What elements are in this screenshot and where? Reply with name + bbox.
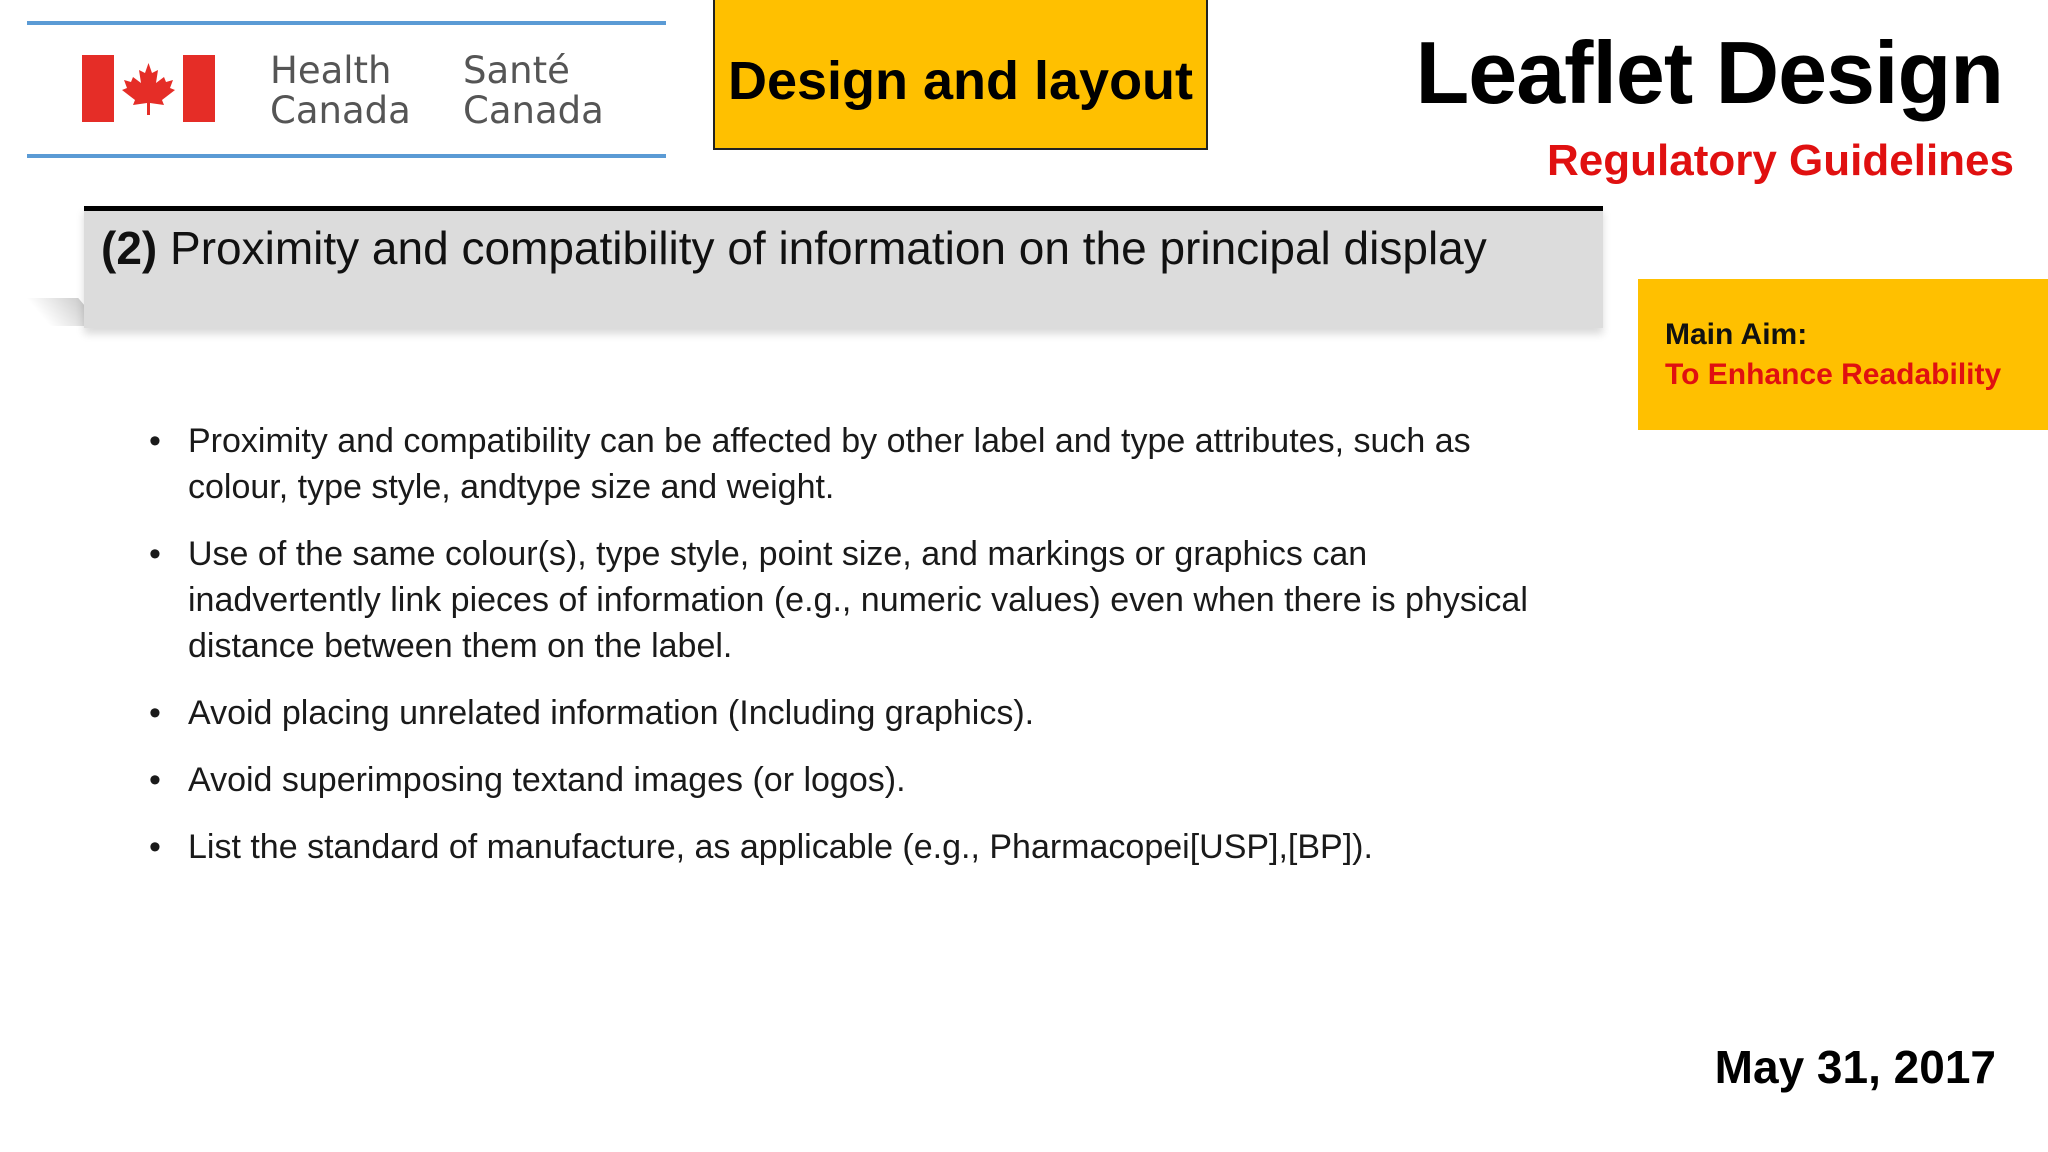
bullet-item	[145, 418, 1565, 510]
logo-text-french	[463, 51, 604, 131]
health-canada-logo	[27, 21, 666, 158]
section-heading	[101, 221, 1487, 275]
logo-health-line: Health	[270, 49, 392, 92]
main-aim-box	[1638, 279, 2048, 430]
section-heading-band	[84, 206, 1603, 328]
logo-sante-line: Santé	[463, 49, 570, 92]
section-heading-text: Proximity and compatibility of information on the principal display	[170, 222, 1487, 274]
logo-text-english	[270, 51, 411, 131]
bullet-text: Avoid superimposing textand images (or logos).	[188, 761, 906, 799]
bullet-dot-icon: •	[149, 828, 161, 866]
section-number: (2)	[101, 222, 158, 274]
bullet-dot-icon: •	[149, 761, 161, 799]
page-subtitle: Regulatory Guidelines	[1547, 136, 2014, 185]
bullet-item	[145, 824, 1565, 870]
bullet-list	[145, 418, 1565, 891]
bullet-dot-icon: •	[149, 422, 161, 460]
logo-canada-line: Canada	[270, 89, 411, 132]
topic-label: Design and layout	[713, 0, 1208, 150]
main-aim-value: To Enhance Readability	[1665, 358, 2002, 391]
bullet-item	[145, 531, 1565, 669]
slide-date: May 31, 2017	[1714, 1041, 1996, 1093]
canada-flag-icon	[82, 55, 215, 122]
bullet-item	[145, 690, 1565, 736]
main-aim-label: Main Aim:	[1665, 318, 1808, 351]
bullet-text: Avoid placing unrelated information (Including graphics).	[188, 694, 1035, 732]
logo-canada-fr-line: Canada	[463, 89, 604, 132]
bullet-item	[145, 757, 1565, 803]
page-title: Leaflet Design	[1415, 23, 2003, 122]
bullet-text: Use of the same colour(s), type style, point size, and markings or graphics can inadvertently link pieces of information (e.g., numeric values) even when there is physical distance between them on the label.	[188, 535, 1528, 665]
bullet-dot-icon: •	[149, 694, 161, 732]
bullet-dot-icon: •	[149, 535, 161, 573]
bullet-text: Proximity and compatibility can be affected by other label and type attributes, such as colour, type style, andtype size and weight.	[188, 422, 1471, 506]
bullet-text: List the standard of manufacture, as applicable (e.g., Pharmacopei[USP],[BP]).	[188, 828, 1373, 866]
